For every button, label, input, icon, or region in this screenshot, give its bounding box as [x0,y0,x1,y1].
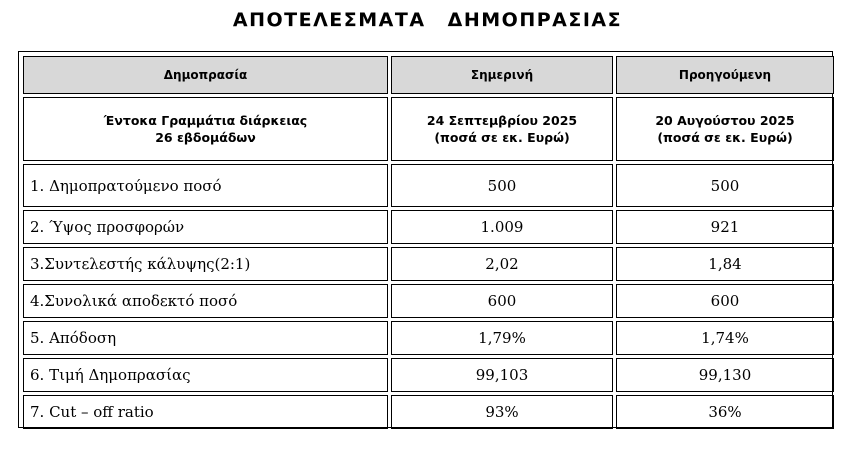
row-previous-value: 921 [616,210,834,244]
row-current-value: 1.009 [391,210,613,244]
current-units: (ποσά σε εκ. Ευρώ) [434,130,570,145]
instrument-duration: 26 εβδομάδων [155,130,256,145]
row-label: 2. Ύψος προσφορών [23,210,388,244]
header-auction: Δημοπρασία [23,56,388,94]
table-row [23,284,834,318]
row-label: 3.Συντελεστής κάλυψης(2:1) [23,247,388,281]
table-row [23,358,834,392]
row-previous-value: 36% [616,395,834,429]
table-row [23,247,834,281]
table-row [23,164,834,207]
subheader-previous-date [616,97,834,161]
row-previous-value: 600 [616,284,834,318]
table-row [23,321,834,355]
instrument-name: Έντοκα Γραμμάτια διάρκειας [103,113,308,128]
table-row [23,210,834,244]
row-current-value: 600 [391,284,613,318]
row-label: 7. Cut – off ratio [23,395,388,429]
row-current-value: 93% [391,395,613,429]
row-current-value: 500 [391,164,613,207]
row-label: 6. Τιμή Δημοπρασίας [23,358,388,392]
row-label: 4.Συνολικά αποδεκτό ποσό [23,284,388,318]
subheader-current-date [391,97,613,161]
row-previous-value: 1,74% [616,321,834,355]
row-previous-value: 1,84 [616,247,834,281]
table-subheader-row [23,97,834,161]
row-current-value: 1,79% [391,321,613,355]
table-row [23,395,834,429]
row-label: 5. Απόδοση [23,321,388,355]
previous-units: (ποσά σε εκ. Ευρώ) [657,130,793,145]
table-header-row [23,56,834,94]
subheader-instrument [23,97,388,161]
row-label: 1. Δημοπρατούμενο ποσό [23,164,388,207]
results-table-frame [18,51,833,428]
row-current-value: 2,02 [391,247,613,281]
row-previous-value: 500 [616,164,834,207]
auction-results-table [20,53,837,432]
header-previous: Προηγούμενη [616,56,834,94]
page-title: ΑΠΟΤΕΛΕΣΜΑΤΑ ΔΗΜΟΠΡΑΣΙΑΣ [232,9,623,31]
previous-date: 20 Αυγούστου 2025 [655,113,795,128]
row-current-value: 99,103 [391,358,613,392]
row-previous-value: 99,130 [616,358,834,392]
header-current: Σημερινή [391,56,613,94]
current-date: 24 Σεπτεμβρίου 2025 [426,113,578,128]
